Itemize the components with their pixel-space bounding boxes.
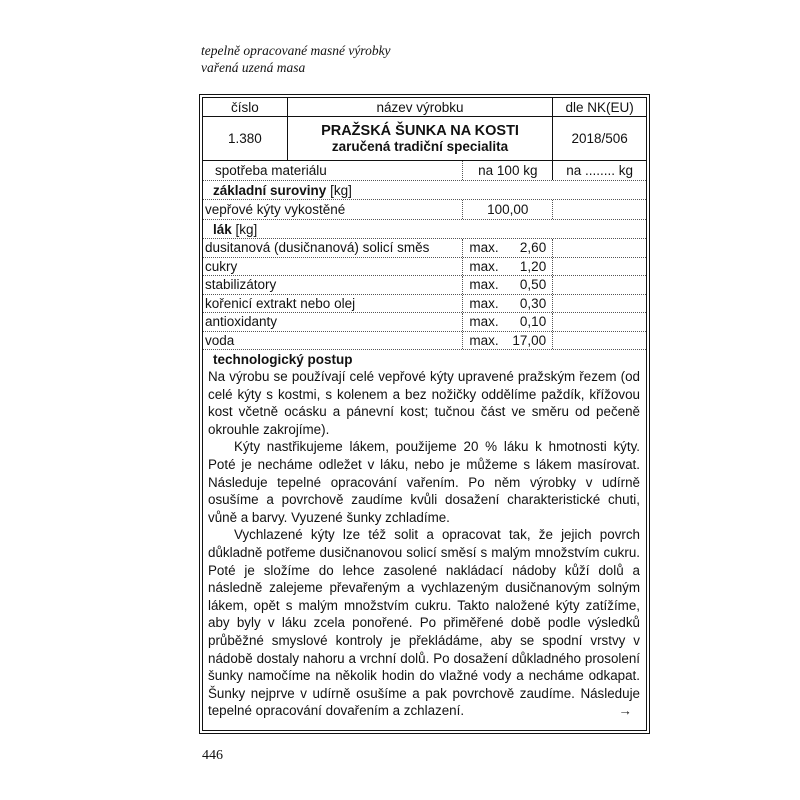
brine-title-row (203, 220, 646, 239)
brine-ingredient-row (203, 276, 646, 295)
custom-quantity-cell (553, 258, 646, 276)
running-header (201, 42, 391, 76)
ingredient-quantity (463, 239, 553, 257)
quantity-prefix: max. (469, 295, 499, 311)
per-custom-label: na ........ kg (566, 163, 633, 178)
ingredient-name: antioxidanty (203, 313, 463, 331)
ingredient-name: kořenicí extrakt nebo olej (203, 295, 463, 313)
custom-quantity-cell (553, 332, 646, 350)
custom-quantity-cell (553, 239, 646, 257)
ingredient-name: cukry (203, 258, 463, 276)
page-number: 446 (202, 748, 223, 763)
quantity-value: 2,60 (519, 240, 547, 256)
continue-arrow-icon: → (618, 703, 632, 719)
regulation-number: 2018/506 (571, 131, 628, 146)
procedure-title: technologický postup (213, 352, 353, 367)
quantity-value: 0,50 (519, 277, 547, 293)
product-row (203, 117, 646, 161)
quantity-value: 100,00 (487, 202, 529, 217)
brine-ingredient-row (203, 313, 646, 332)
ingredient-quantity (463, 313, 553, 331)
col-name-header: název výrobku (288, 98, 553, 116)
procedure-paragraph-2: Kýty nastřikujeme lákem, použijeme 20 % láku k hmotnosti kýty. Poté je necháme odležet v láku, nebo je můžeme s lákem masírovat. Následuje tepelné opracování vařením. Po něm výrobky v udírně osušíme a povrchově zaudíme kvůli dosažení charakteristické chuti, vůně a barvy. Vyuzené šunky zchladíme. (208, 439, 640, 525)
brine-unit: [kg] (235, 221, 258, 237)
custom-quantity-cell (553, 200, 646, 219)
ingredient-quantity (463, 332, 553, 350)
ingredient-name: voda (203, 332, 463, 350)
quantity-value: 1,20 (519, 258, 547, 274)
base-materials-title-row (203, 181, 646, 200)
col-regulation-header: dle NK(EU) (565, 99, 634, 115)
recipe-card (199, 94, 650, 734)
product-designation: zaručená tradiční specialita (331, 139, 509, 154)
custom-quantity-cell (553, 276, 646, 294)
procedure-paragraph-3 (208, 526, 640, 720)
ingredient-name: vepřové kýty vykostěné (203, 200, 463, 219)
brine-ingredient-row (203, 332, 646, 351)
product-number: 1.380 (203, 117, 288, 160)
ingredient-quantity (463, 258, 553, 276)
brine-ingredient-row (203, 239, 646, 258)
quantity-value: 0,30 (519, 295, 547, 311)
brine-ingredient-row (203, 295, 646, 314)
ingredient-quantity (463, 200, 553, 219)
col-number-header: číslo (203, 98, 288, 116)
header-subcategory: vařená uzená masa (201, 60, 306, 75)
brine-ingredient-row (203, 258, 646, 277)
consumption-row (203, 161, 646, 181)
quantity-prefix: max. (469, 277, 499, 293)
procedure-title-row (203, 350, 646, 369)
brine-heading: lák (213, 221, 232, 237)
ingredient-quantity (463, 295, 553, 313)
base-materials-unit: [kg] (330, 182, 352, 198)
base-materials-title (203, 181, 352, 199)
custom-quantity-cell (553, 313, 646, 331)
table-header-row (203, 98, 646, 117)
quantity-prefix: max. (469, 332, 499, 348)
procedure-paragraph-3-text: Vychlazené kýty lze též solit a opracovat tak, že jejich povrch důkladně potřeme dusičnanovou solicí směsí s malým množstvím cukru. Poté je složíme do lehce zasolené nakládací nádoby kůží dolů a následně zalejeme převařeným a vychlazeným dusičnanovým solným lákem, opět s malým množstvím cukru. Takto naložené kýty zatížíme, aby byly v láku zcela ponořené. Po přiměřené době podle výsledků průběžné smyslové kontroly je překládáme, aby se spodní vrstvy v nádobě dostaly nahoru a vrchní dolů. Po dosažení důkladného prosolení šunky namočíme na několik hodin do vlažné vody a necháme odkapat. Šunky nejprve v udírně osušíme a pak povrchově zaudíme. Následuje tepelné opracování dovařením a zchlazení. (208, 527, 640, 719)
consumption-label: spotřeba materiálu (203, 161, 463, 180)
product-name: PRAŽSKÁ ŠUNKA NA KOSTI (321, 123, 519, 139)
brine-title (203, 220, 257, 238)
ingredient-name: dusitanová (dusičnanová) solicí směs (203, 239, 463, 257)
custom-quantity-cell (553, 295, 646, 313)
ingredient-quantity (463, 276, 553, 294)
quantity-prefix: max. (469, 240, 499, 256)
quantity-prefix: max. (469, 314, 499, 330)
product-name-cell (288, 117, 553, 160)
ingredient-name: stabilizátory (203, 276, 463, 294)
procedure-paragraph-1: Na výrobu se používají celé vepřové kýty upravené pražským řezem (od celé kýty s kostmi, s kolenem a bez nožičky oddělíme paždík, křížovou kost včetně ocásku a pánevní kost; tučnou část ve směru od pečeně okrouhle zakrojíme). (208, 369, 640, 437)
per-100-label: na 100 kg (463, 161, 553, 180)
recipe-card-inner (202, 97, 647, 731)
procedure-text (208, 368, 640, 720)
quantity-value: 17,00 (512, 332, 547, 348)
quantity-prefix: max. (469, 258, 499, 274)
base-material-row (203, 200, 646, 220)
base-materials-heading: základní suroviny (213, 182, 327, 198)
quantity-value: 0,10 (519, 314, 547, 330)
header-category: tepelně opracované masné výrobky (201, 43, 391, 58)
